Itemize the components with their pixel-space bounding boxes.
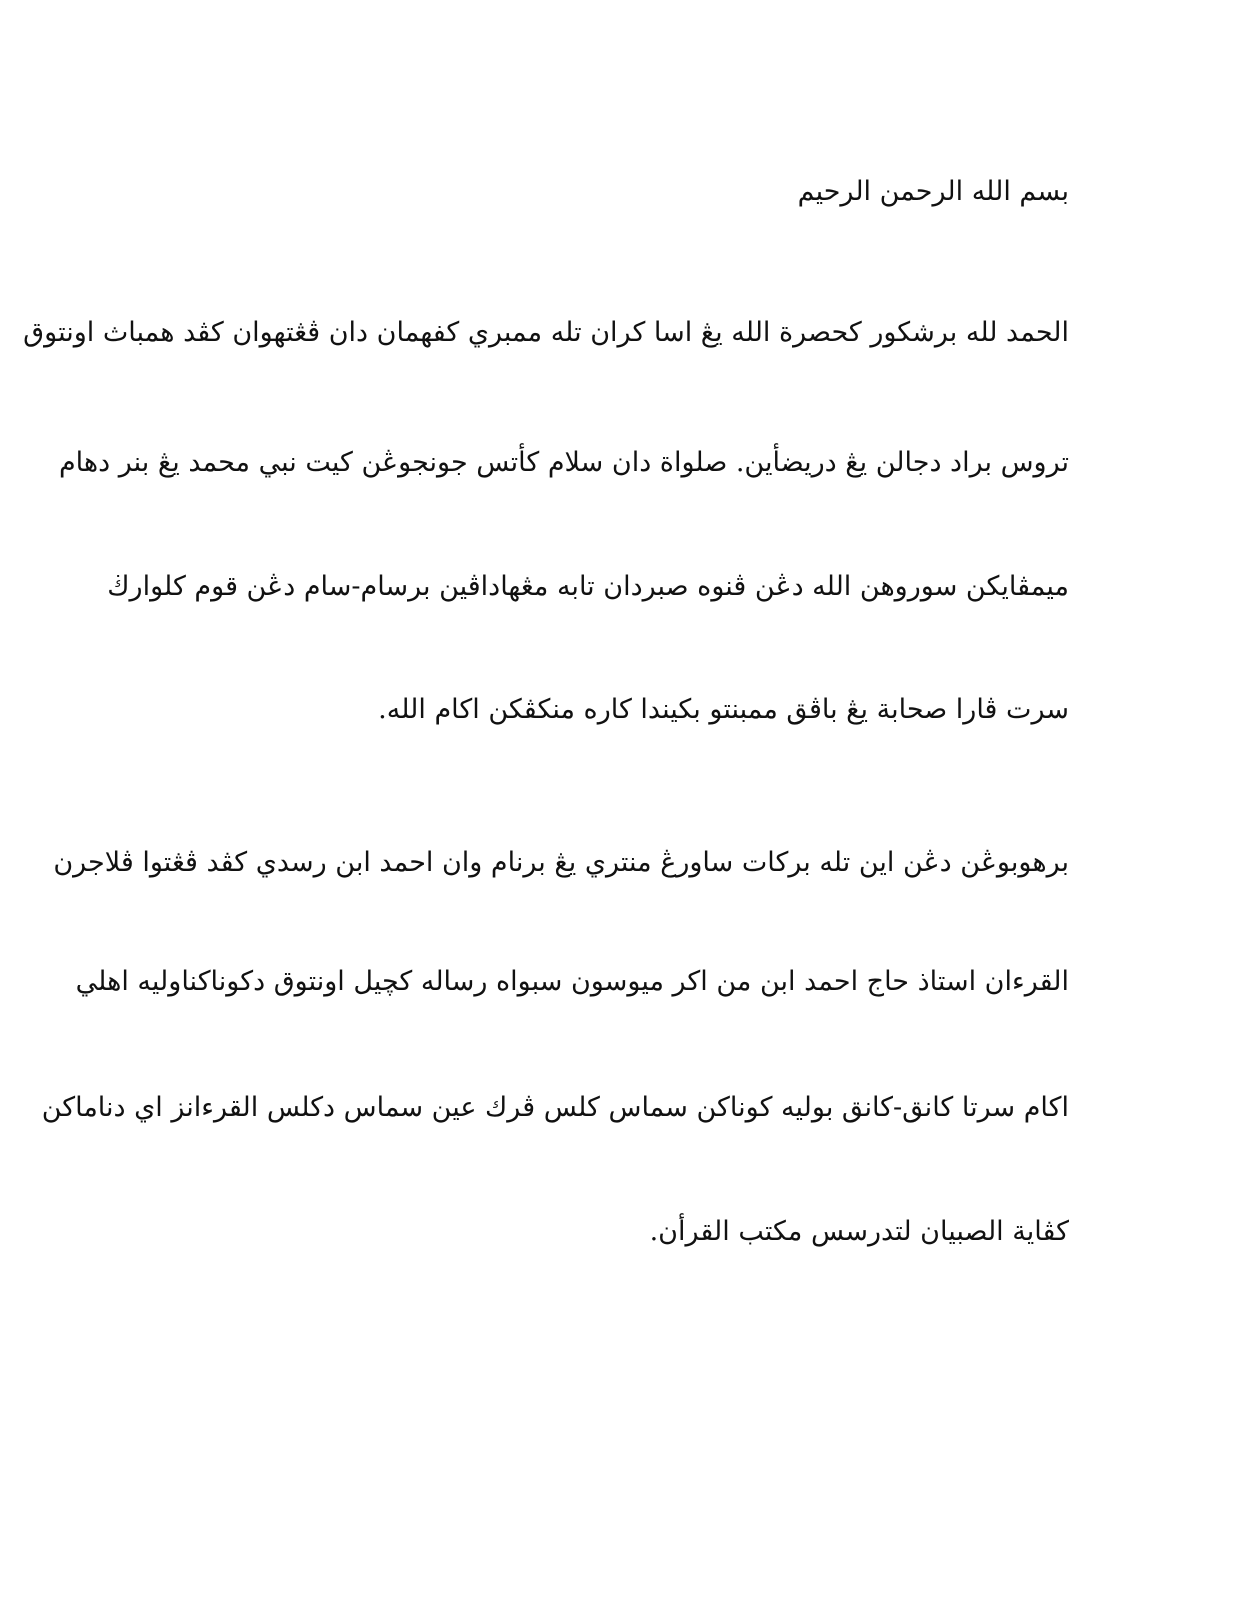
paragraph-1-line-3: ميمڤايكن سوروهن الله دڠن ڤنوه صبردان تابه مڠهاداڤين برسام-سام دڠن قوم كلوارڬ	[107, 571, 1069, 602]
paragraph-2-line-1: برهوبوڠن دڠن اين تله بركات ساورڠ منتري يڠ برنام وان احمد ابن رسدي كڤد ڤڠتوا ڤلاجرن	[53, 847, 1069, 878]
paragraph-2-line-4: كڤاية الصبيان لتدرسس مكتب القرأن.	[649, 1216, 1069, 1247]
bismillah-heading: بسم الله الرحمن الرحيم	[797, 176, 1069, 207]
paragraph-2-line-3: اكام سرتا كانق-كانق بوليه كوناكن سماس كلس ڤرك عين سماس دكلس القرءانز اي دناماكن	[41, 1092, 1069, 1123]
paragraph-1-line-1: الحمد لله برشكور كحصرة الله يڠ اسا كران تله ممبري كفهمان دان ڤڠتهوان كڤد همباث اونتوق	[23, 317, 1069, 348]
paragraph-2-line-2: القرءان استاذ حاج احمد ابن من اكر ميوسون سبواه رساله كچيل اونتوق دكوناكناوليه اهلي	[75, 966, 1069, 997]
paragraph-1-line-2: تروس براد دجالن يڠ دريضأين. صلواة دان سلام كأتس جونجوڠن كيت نبي محمد يڠ بنر دهام	[58, 447, 1069, 478]
paragraph-1-line-4: سرت ڤارا صحابة يڠ باڤق ممبنتو بكيندا كاره منكڤكن اكام الله.	[378, 694, 1069, 725]
